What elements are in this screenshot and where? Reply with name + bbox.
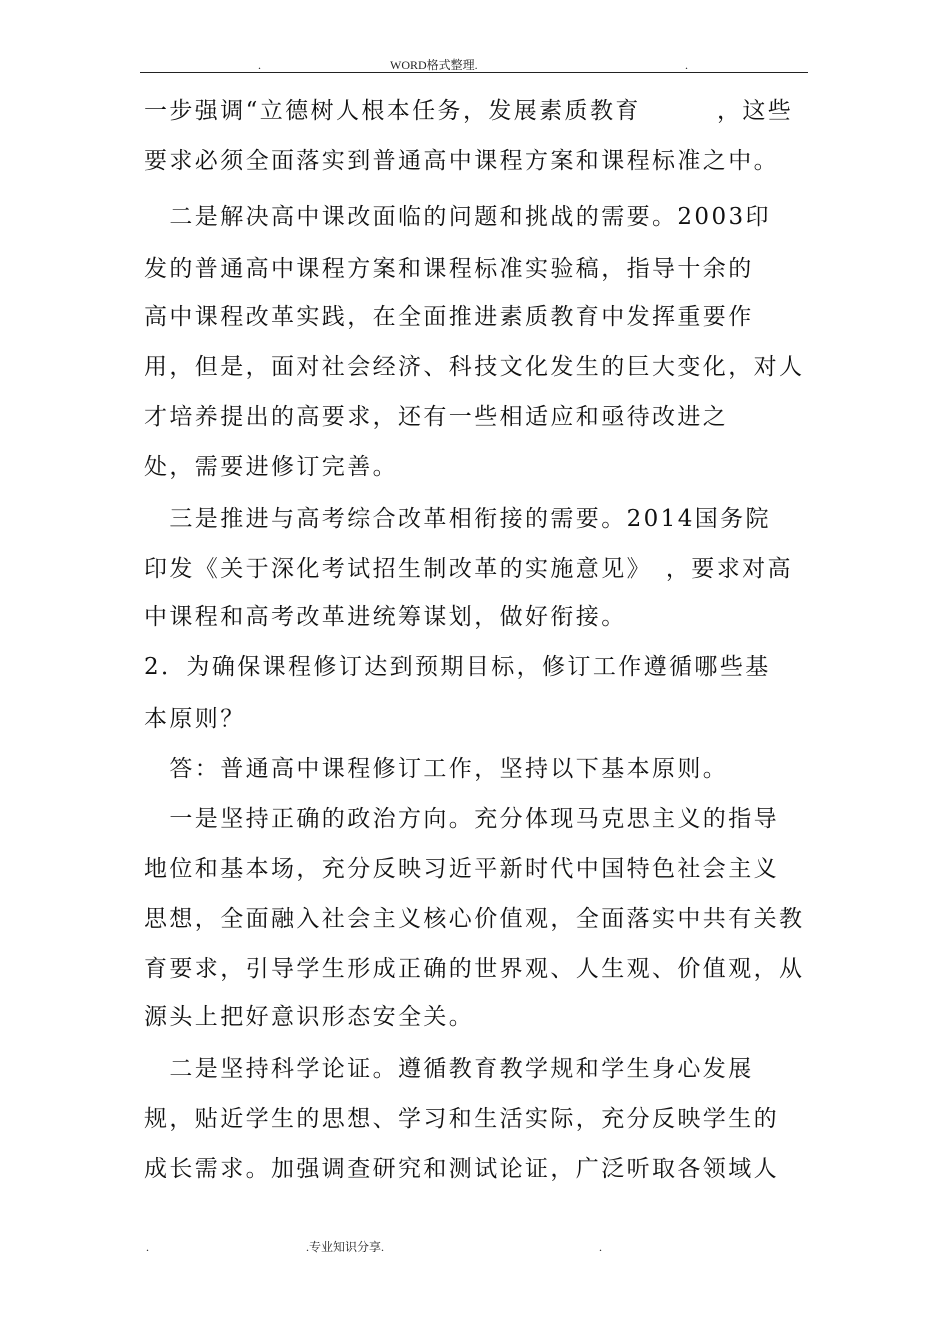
header-title: WORD格式整理.	[390, 58, 478, 72]
text-line: 发的普通高中课程方案和课程标准实验稿，指导十余的	[144, 256, 754, 282]
footer-left-mark: .	[146, 1240, 149, 1254]
text-line: 才培养提出的高要求，还有一些相适应和亟待改进之	[144, 404, 729, 430]
text-line: 一步强调“立德树人根本任务，发展素质教育 ，这些	[144, 98, 794, 124]
text-line: 规，贴近学生的思想、学习和生活实际，充分反映学生的	[144, 1106, 779, 1132]
text-line: 2．为确保课程修订达到预期目标，修订工作遵循哪些基	[144, 654, 771, 680]
text-line: 答：普通高中课程修订工作，坚持以下基本原则。	[144, 756, 729, 782]
text-line: 一是坚持正确的政治方向。充分体现马克思主义的指导	[144, 806, 779, 832]
footer-right-mark: .	[599, 1240, 602, 1254]
text-line: 处，需要进修订完善。	[144, 454, 398, 480]
text-line: 本原则？	[144, 706, 246, 732]
text-line: 高中课程改革实践，在全面推进素质教育中发挥重要作	[144, 304, 754, 330]
text-line: 源头上把好意识形态安全关。	[144, 1004, 475, 1030]
text-line: 地位和基本场，充分反映习近平新时代中国特色社会主义	[144, 856, 779, 882]
text-line: 育要求，引导学生形成正确的世界观、人生观、价值观，从	[144, 956, 805, 982]
header-left-mark: .	[258, 58, 261, 72]
header-right-mark: .	[685, 58, 688, 72]
text-line: 成长需求。加强调查研究和测试论证，广泛听取各领域人	[144, 1156, 779, 1182]
text-line: 印发《关于深化考试招生制改革的实施意见》 ，要求对高	[144, 556, 793, 582]
text-line: 用，但是，面对社会经济、科技文化发生的巨大变化，对人	[144, 354, 805, 380]
page-footer	[140, 1238, 808, 1254]
text-line: 思想，全面融入社会主义核心价值观，全面落实中共有关教	[144, 906, 805, 932]
text-line: 二是解决高中课改面临的问题和挑战的需要。2003印	[144, 204, 771, 230]
page-header	[140, 56, 808, 73]
text-line: 三是推进与高考综合改革相衔接的需要。2014国务院	[144, 506, 771, 532]
text-line: 中课程和高考改革进统筹谋划，做好衔接。	[144, 604, 627, 630]
text-line: 二是坚持科学论证。遵循教育教学规和学生身心发展	[144, 1056, 754, 1082]
footer-title: .专业知识分享.	[306, 1240, 385, 1254]
text-line: 要求必须全面落实到普通高中课程方案和课程标准之中。	[144, 148, 779, 174]
